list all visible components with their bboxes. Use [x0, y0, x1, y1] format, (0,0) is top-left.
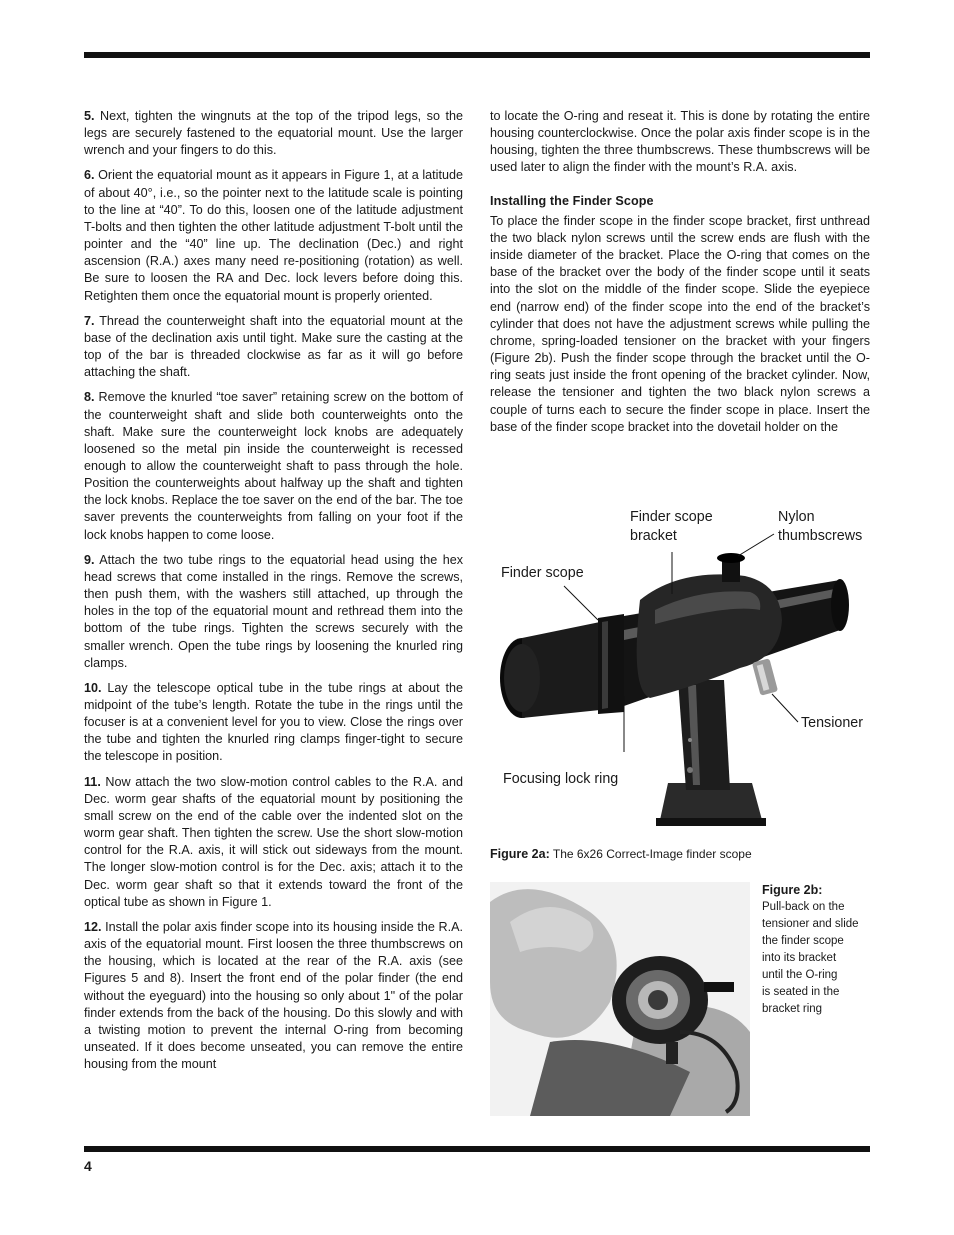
- stem-screw: [687, 767, 693, 773]
- figure-2a: [490, 500, 870, 840]
- figure-2b-caption: Figure 2b: Pull-back on the tensioner and slide the finder scope into its bracket until the O-ring is seated in the bracket ring: [762, 883, 859, 1015]
- nylon-thumbscrew: [722, 560, 740, 582]
- finder-scope-illustration: [490, 500, 870, 840]
- figure-2b-photo: [490, 882, 750, 1116]
- figure-2b: [490, 882, 750, 1116]
- focusing-lock-ring: [598, 614, 624, 714]
- bottom-rule: [84, 1146, 870, 1152]
- label-nylon-thumbscrews: Nylon thumbscrews: [778, 509, 863, 544]
- step-12-continuation: to locate the O-ring and reseat it. This is done by rotating the entire housing counterclockwise. Once the polar axis finder scope is in the housing, tighten the three thumbscrews. These thumbscrews will be used later to align the finder with the mount’s R.A. axis.: [490, 109, 870, 175]
- leader-finder-scope: [564, 586, 598, 620]
- label-focusing-lock-ring: Focusing lock ring: [503, 771, 619, 787]
- step-8: 8. Remove the knurled “toe saver” retaining screw on the bottom of the counterweight shaft and slide both counterweights onto the shaft. Make sure the counterweight lock knobs are adequately loosened so the metal pin inside the counterweight is recessed enough to allow the counterweight shaft to pass through the hole. Position the counterweights about halfway up the shaft and tighten the lock knobs. Replace the toe saver on the end of the bar. The toe saver prevents the counterweights from falling on your foot if the lock knobs happen to come loose.: [84, 390, 463, 542]
- top-rule: [84, 52, 870, 58]
- leader-tensioner: [772, 694, 798, 722]
- bracket-foot-plate: [656, 818, 766, 826]
- label-finder-scope-bracket: Finder scope bracket: [630, 509, 713, 544]
- right-column: [490, 108, 870, 444]
- step-7: 7. Thread the counterweight shaft into the equatorial mount at the base of the declination axis until tight. Make sure the casting at the top of the bar is threaded clockwise as far as it will go before attaching the shaft.: [84, 313, 463, 380]
- eyepiece-end: [831, 579, 849, 631]
- left-column: [84, 108, 463, 1081]
- step-10: 10. Lay the telescope optical tube in the tube rings at about the midpoint of the tube’s length. Rotate the tube in the rings until the focuser is at a convenient level for you to view. Close the rings over the tube and tighten the knurled ring clamps finger-tight to secure the telescope in position.: [84, 680, 463, 764]
- finder-scope-instructions: To place the finder scope in the finder scope bracket, first unthread the two black nylon screws until the screw ends are flush with the inside diameter of the bracket. Place the O-ring that comes on the base of the bracket over the body of the finder scope until it seats into the slot on the middle of the finder scope. Slide the eyepiece end (narrow end) of the finder scope into the end of the bracket’s cylinder that does not have the adjustment screws while pulling the chrome, spring-loaded tensioner on the bracket with your fingers (Figure 2b). Push the finder scope through the bracket until the O-ring seats just inside the front opening of the bracket cylinder. Now, release the tensioner and tighten the two black nylon screws a couple of turns each to secure the finder scope in place. Insert the base of the finder scope bracket into the dovetail holder on the: [490, 213, 870, 434]
- leader-nylon: [738, 534, 774, 556]
- step-9: 9. Attach the two tube rings to the equatorial head using the hex head screws that come installed in the rings. Remove the screws, then push them, with the washers still attached, up through the holes in the top of the equatorial mount and rethread them into the bottom of the tube rings. Tighten the screws securely with the smaller wrench. Open the tube rings by loosening the knurled ring clamps.: [84, 552, 463, 670]
- figure-2a-caption: Figure 2a: The 6x26 Correct-Image finder scope: [490, 847, 752, 861]
- step-12: 12. Install the polar axis finder scope into its housing inside the R.A. axis of the equatorial mount. First loosen the three thumbscrews on the housing, which is located at the rear of the R.A. axis (see Figures 5 and 8). Insert the front end of the polar finder (the end without the eyeguard) into the housing so only about 1" of the polar finder extends from the back of the housing. Do this slowly and with a twisting motion to prevent the internal O-ring from becoming unseated. If it does become unseated, you can remove the entire housing from the mount: [84, 919, 463, 1072]
- bracket-stem: [678, 680, 730, 790]
- step-5: 5. Next, tighten the wingnuts at the top of the tripod legs, so the legs are securely fastened to the equatorial mount. Use the larger wrench and your fingers to do this.: [84, 109, 463, 158]
- section-heading: Installing the Finder Scope: [490, 193, 654, 208]
- page-number: 4: [84, 1158, 92, 1174]
- label-finder-scope: Finder scope: [501, 565, 584, 581]
- label-tensioner: Tensioner: [801, 715, 863, 731]
- step-6: 6. Orient the equatorial mount as it appears in Figure 1, at a latitude of about 40°, i.e., so the pointer next to the latitude scale is pointing to the line at “40”. To do this, loosen one of the latitude adjustment T-bolts and then tighten the other latitude adjustment T-bolt until the pointer and the “40” line up. The declination (Dec.) and right ascension (R.A.) axes many need re-positioning (rotation) as well. Be sure to loosen the RA and Dec. lock levers before doing this. Retighten them once the equatorial mount is properly oriented.: [84, 168, 463, 303]
- step-11: 11. Now attach the two slow-motion control cables to the R.A. and Dec. worm gear shafts of the equatorial mount by positioning the small screw on the end of the cable over the indented slot on the worm gear shaft. Then tighten the screw. Use the short slow-motion control for the R.A. axis, it will stick out sideways from the mount. The longer slow-motion control is for the Dec. axis; attach it to the Dec. worm gear shaft so that it extends toward the front of the optical tube as shown in Figure 1.: [84, 774, 463, 909]
